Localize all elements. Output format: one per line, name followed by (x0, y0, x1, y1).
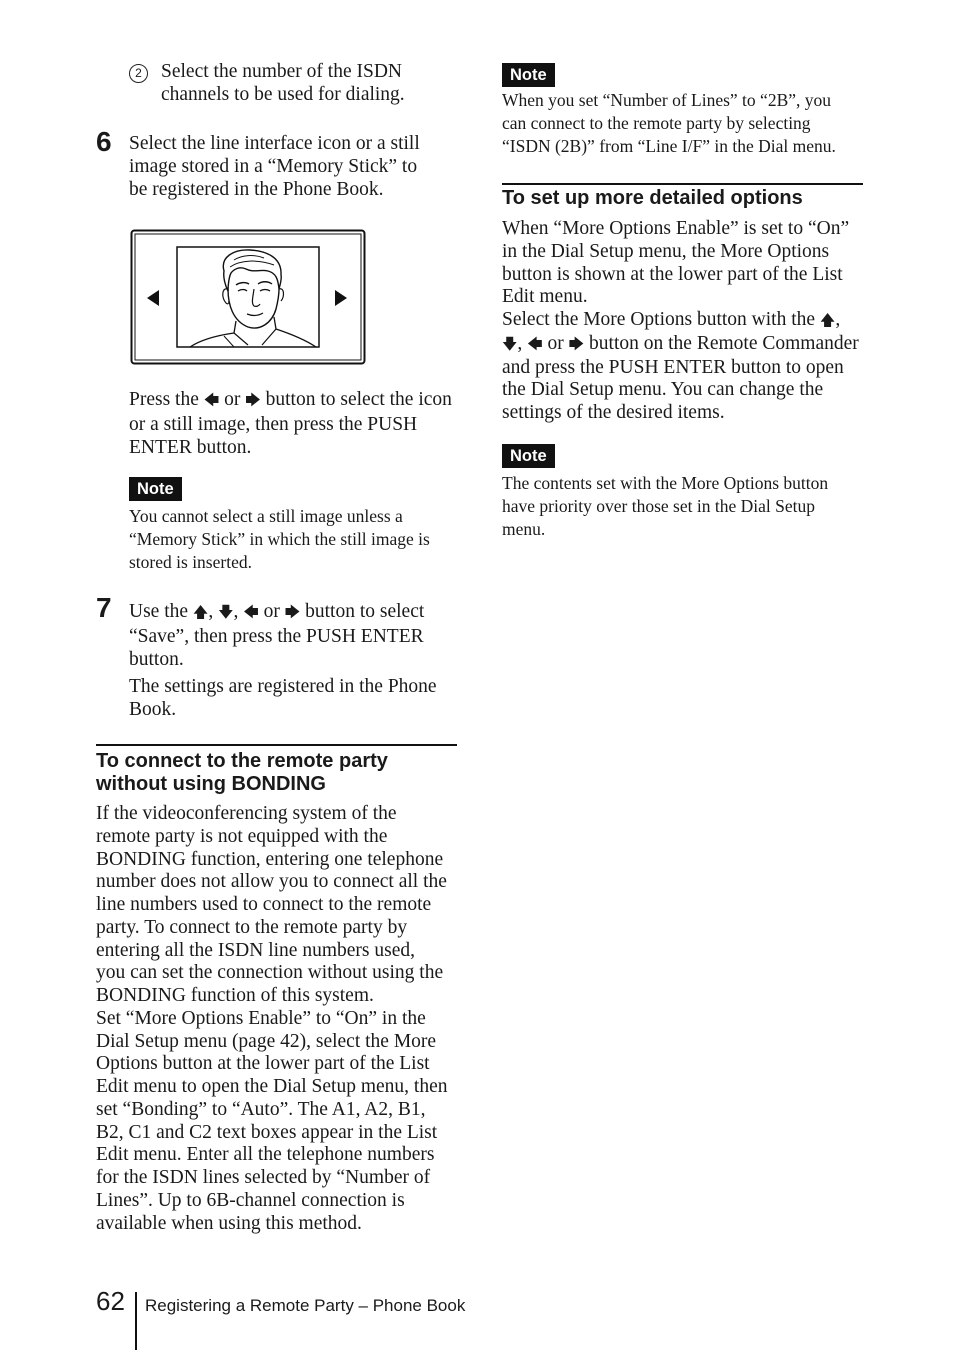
options-text-part: , (835, 309, 841, 330)
section-heading-bonding (96, 750, 388, 796)
press-line: or a still image, then press the PUSH (129, 414, 418, 435)
press-line-1 (129, 388, 452, 413)
substep-2-line: channels to be used for dialing. (161, 84, 405, 105)
heading-line: without using BONDING (96, 773, 326, 795)
up-arrow-icon: 🡅 (192, 605, 209, 621)
left-arrow-icon: 🡄 (243, 605, 259, 621)
step-7-text-part: button to select (300, 601, 425, 622)
paragraph-line: Lines”. Up to 6B-channel connection is (96, 1189, 405, 1211)
paragraph-line: Set “More Options Enable” to “On” in the (96, 1007, 426, 1029)
paragraph-line: Edit menu to open the Dial Setup menu, then (96, 1076, 448, 1097)
note-1-text (129, 505, 430, 574)
step-7-text-part: , (233, 601, 244, 622)
paragraph-line: B2, C1 and C2 text boxes appear in the List (96, 1121, 438, 1143)
down-arrow-icon: 🡇 (502, 336, 518, 353)
paragraph-line: BONDING function of this system. (96, 985, 374, 1006)
paragraph-line: for the ISDN lines selected by “Number of (96, 1167, 431, 1188)
section-body-options (502, 218, 859, 425)
selection-illustration (130, 229, 366, 365)
step-7-text-part: or (258, 601, 285, 622)
paragraph-line: Options button at the lower part of the List (96, 1053, 430, 1075)
paragraph-line: entering all the ISDN line numbers used, (96, 939, 415, 961)
paragraph-line: BONDING function, entering one telephone (96, 848, 444, 870)
paragraph-line: in the Dial Setup menu, the More Options (502, 240, 830, 262)
options-text-part: or (542, 332, 569, 354)
options-text-part: , (517, 332, 528, 354)
note-3-text (502, 472, 828, 541)
paragraph-line: When “More Options Enable” is set to “On” (502, 218, 850, 239)
note-line: When you set “Number of Lines” to “2B”, you (502, 90, 832, 110)
step-7-result: The settings are registered in the Phone (129, 676, 437, 697)
press-instructions (129, 388, 452, 459)
paragraph-line: line numbers used to connect to the remote (96, 894, 432, 915)
note-badge-label: Note (502, 444, 555, 468)
step-7-text-part: Use the (129, 601, 193, 622)
step-6-line: be registered in the Phone Book. (129, 179, 384, 200)
step-6-line: image stored in a “Memory Stick” to (129, 156, 418, 177)
substep-2-line: Select the number of the ISDN (161, 61, 402, 82)
illustration-svg (130, 229, 366, 365)
paragraph-line: set “Bonding” to “Auto”. The A1, A2, B1, (96, 1098, 426, 1120)
press-line: ENTER button. (129, 437, 252, 458)
paragraph-line: the Dial Setup menu. You can change the (502, 379, 824, 401)
note-badge (502, 444, 555, 468)
note-line: You cannot select a still image unless a (129, 506, 403, 526)
right-arrow-icon: 🡆 (284, 605, 301, 621)
right-arrow-icon: 🡆 (568, 336, 585, 353)
footer-divider (135, 1292, 137, 1350)
paragraph-line: available when using this method. (96, 1212, 362, 1234)
note-line: have priority over those set in the Dial Setup (502, 496, 815, 516)
step-7-text (129, 600, 437, 721)
section-rule (502, 183, 863, 185)
press-text: button to select the icon (260, 389, 452, 410)
section-rule (96, 744, 457, 746)
note-line: menu. (502, 519, 546, 539)
step-7-number: 7 (96, 592, 112, 623)
paragraph-line: settings of the desired items. (502, 402, 725, 423)
step-7-line: button. (129, 649, 184, 670)
options-select-line-1 (502, 309, 859, 333)
left-arrow-icon: 🡄 (527, 336, 543, 353)
face-portrait-thumbnail (177, 247, 319, 347)
paragraph-line: party. To connect to the remote party by (96, 916, 408, 938)
note-2-text (502, 89, 836, 158)
step-7-text-part: , (208, 601, 219, 622)
step-7-result: Book. (129, 699, 177, 720)
options-paragraph-2 (502, 357, 859, 425)
step-6-line: Select the line interface icon or a still (129, 133, 420, 154)
left-arrow-icon: 🡄 (203, 393, 220, 409)
note-line: “ISDN (2B)” from “Line I/F” in the Dial menu. (502, 136, 836, 156)
running-title: Registering a Remote Party – Phone Book (145, 1296, 466, 1315)
paragraph-line: remote party is not equipped with the (96, 825, 388, 847)
step-6-text (129, 132, 420, 201)
down-arrow-icon: 🡇 (218, 605, 234, 621)
note-badge-label: Note (129, 477, 182, 501)
options-paragraph-1 (502, 218, 859, 309)
note-line: “Memory Stick” in which the still image is (129, 529, 430, 549)
circled-number-2: 2 (129, 64, 148, 83)
options-select-line-2 (502, 333, 859, 357)
paragraph-line: and press the PUSH ENTER button to open (502, 356, 844, 378)
step-7-line: “Save”, then press the PUSH ENTER (129, 626, 424, 647)
note-line: can connect to the remote party by selecting (502, 113, 811, 133)
up-arrow-icon: 🡅 (819, 313, 836, 329)
right-arrow-icon: 🡆 (245, 393, 261, 409)
note-line: stored is inserted. (129, 552, 252, 572)
options-text-part: button on the Remote Commander (584, 332, 859, 354)
press-text: or (219, 389, 246, 410)
press-text: Press the (129, 389, 204, 410)
paragraph-line: you can set the connection without using the (96, 962, 444, 984)
section-heading-options: To set up more detailed options (502, 187, 803, 209)
step-7-line-1 (129, 600, 437, 625)
paragraph-line: button is shown at the lower part of the List (502, 263, 843, 285)
heading-line: To connect to the remote party (96, 750, 388, 772)
section-body-bonding (96, 803, 447, 1235)
paragraph-line: Edit menu. Enter all the telephone numbers (96, 1144, 435, 1166)
note-badge (502, 63, 555, 87)
note-badge-label: Note (502, 63, 555, 87)
paragraph-line: number does not allow you to connect all the (96, 871, 447, 893)
paragraph-line: Edit menu. (502, 286, 588, 308)
note-line: The contents set with the More Options button (502, 473, 829, 493)
options-text-part: Select the More Options button with the (502, 309, 820, 330)
paragraph-line: If the videoconferencing system of the (96, 803, 397, 824)
step-6-number: 6 (96, 126, 112, 157)
note-badge (129, 477, 182, 501)
paragraph-line: Dial Setup menu (page 42), select the More (96, 1030, 437, 1052)
page-number: 62 (96, 1286, 125, 1316)
